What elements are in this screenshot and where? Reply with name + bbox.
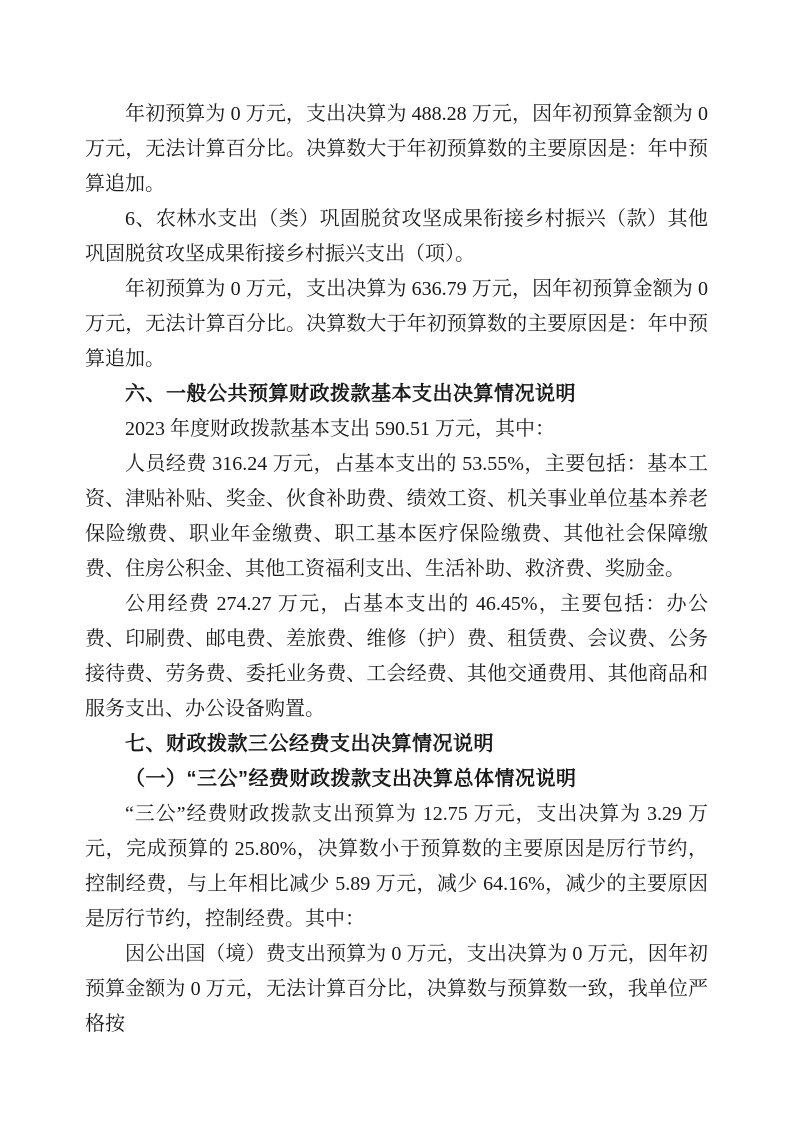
para-personnel-funds-detail: 人员经费 316.24 万元，占基本支出的 53.55%，主要包括：基本工资、津贴补贴、奖金、伙食补助费、绩效工资、机关事业单位基本养老保险缴费、职业年金缴费、职工基本医疗保险缴费、其他社会保障缴费、住房公积金、其他工资福利支出、生活补助、救济费、奖励金。	[85, 453, 708, 580]
para-item6-agriculture-rural-revitalization: 6、农林水支出（类）巩固脱贫攻坚成果衔接乡村振兴（款）其他巩固脱贫攻坚成果衔接乡村振兴支出（项）。	[85, 208, 708, 265]
para-2023-basic-expenditure-total: 2023 年度财政拨款基本支出 590.51 万元，其中：	[125, 418, 555, 440]
section-6-heading-basic-expenditure: 六、一般公共预算财政拨款基本支出决算情况说明	[125, 383, 576, 405]
para-budget-636-79-explanation: 年初预算为 0 万元，支出决算为 636.79 万元，因年初预算金额为 0 万元，无法计算百分比。决算数大于年初预算数的主要原因是：年中预算追加。	[85, 278, 708, 370]
para-overseas-travel-expense: 因公出国（境）费支出预算为 0 万元，支出决算为 0 万元，因年初预算金额为 0 万元，无法计算百分比，决算数与预算数一致，我单位严格按	[85, 943, 708, 1035]
para-three-public-budget-vs-final: “三公”经费财政拨款支出预算为 12.75 万元，支出决算为 3.29 万元，完成预算的 25.80%，决算数小于预算数的主要原因是厉行节约，控制经费，与上年相比减少 5.89 万元，减少 64.16%，减少的主要原因是厉行节约，控制经费。其中：	[85, 803, 708, 930]
para-budget-488-28-explanation: 年初预算为 0 万元，支出决算为 488.28 万元，因年初预算金额为 0 万元，无法计算百分比。决算数大于年初预算数的主要原因是：年中预算追加。	[85, 103, 708, 195]
section-7-heading-three-public-expenses: 七、财政拨款三公经费支出决算情况说明	[125, 733, 494, 755]
section-7-1-heading-overall-situation: （一）“三公”经费财政拨款支出决算总体情况说明	[125, 768, 577, 790]
para-public-funds-detail: 公用经费 274.27 万元，占基本支出的 46.45%，主要包括：办公费、印刷费、邮电费、差旅费、维修（护）费、租赁费、会议费、公务接待费、劳务费、委托业务费、工会经费、其他交通费用、其他商品和服务支出、办公设备购置。	[85, 593, 708, 720]
